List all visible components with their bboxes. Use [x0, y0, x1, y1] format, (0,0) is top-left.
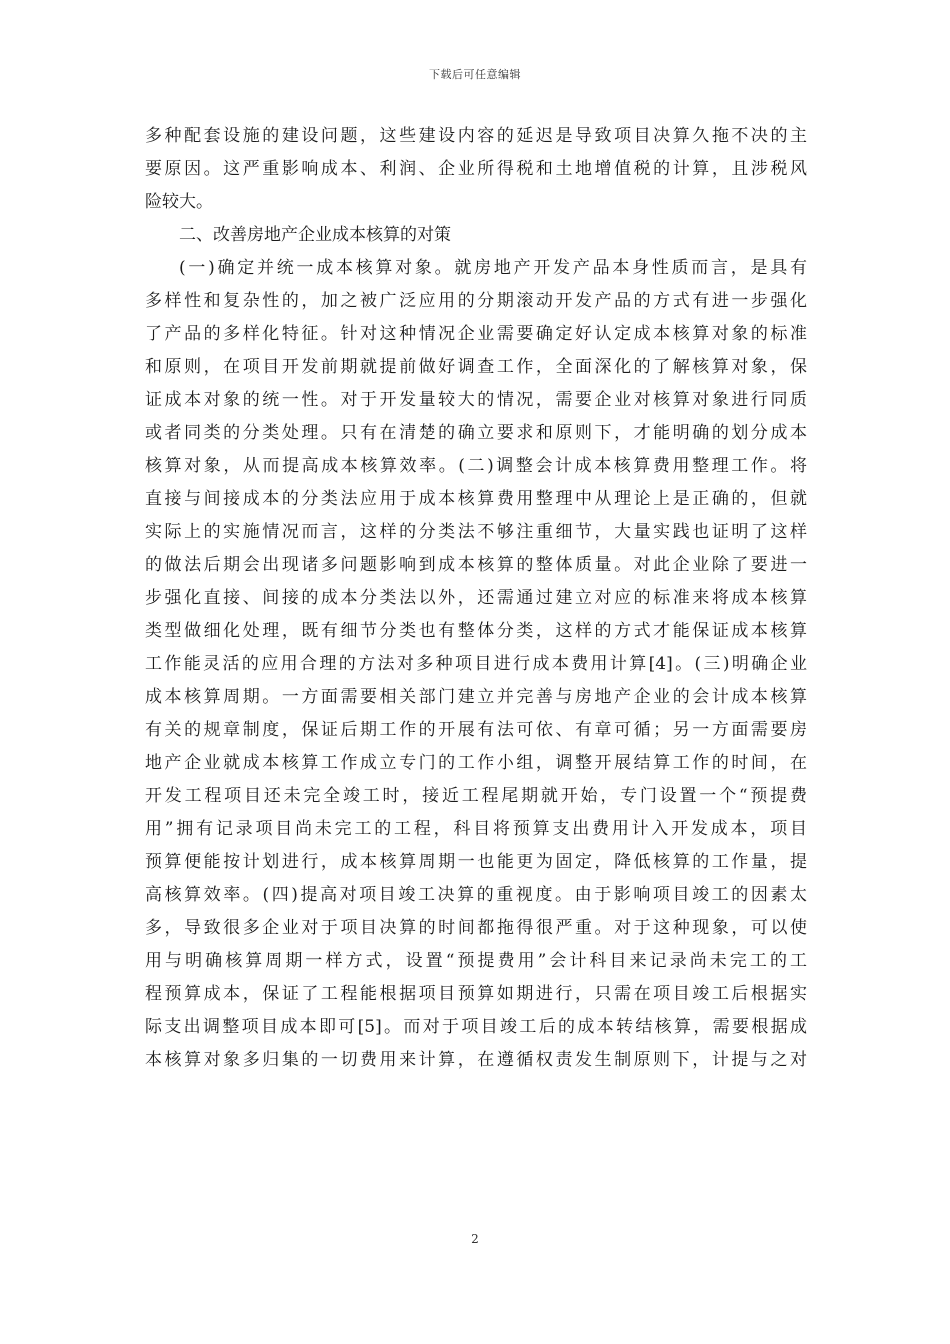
text-line: 际支出调整项目成本即可[5]。而对于项目竣工后的成本转结核算，需要根据成 — [145, 1017, 807, 1037]
text-line: 工作能灵活的应用合理的方法对多种项目进行成本费用计算[4]。(三)明确企业 — [145, 654, 807, 674]
text-line: 地产企业就成本核算工作成立专门的工作小组，调整开展结算工作的时间，在 — [145, 753, 807, 773]
text-line: 多样性和复杂性的，加之被广泛应用的分期滚动开发产品的方式有进一步强化 — [145, 291, 807, 311]
text-line: 类型做细化处理，既有细节分类也有整体分类，这样的方式才能保证成本核算 — [145, 621, 807, 641]
text-line: 了产品的多样化特征。针对这种情况企业需要确定好认定成本核算对象的标准 — [145, 324, 807, 344]
section-heading: 二、改善房地产企业成本核算的对策 — [179, 225, 451, 245]
text-line: 险较大。 — [145, 192, 213, 212]
text-line: 多，导致很多企业对于项目决算的时间都拖得很严重。对于这种现象，可以使 — [145, 918, 807, 938]
text-line: 用”拥有记录项目尚未完工的工程，科目将预算支出费用计入开发成本，项目 — [145, 819, 807, 839]
text-line: 高核算效率。(四)提高对项目竣工决算的重视度。由于影响项目竣工的因素太 — [145, 885, 807, 905]
text-line: 实际上的实施情况而言，这样的分类法不够注重细节，大量实践也证明了这样 — [145, 522, 807, 542]
text-line: 直接与间接成本的分类法应用于成本核算费用整理中从理论上是正确的，但就 — [145, 489, 807, 509]
text-line: 步强化直接、间接的成本分类法以外，还需通过建立对应的标准来将成本核算 — [145, 588, 807, 608]
text-line: (一)确定并统一成本核算对象。就房地产开发产品本身性质而言，是具有 — [179, 258, 807, 278]
page-header: 下载后可任意编辑 — [429, 68, 521, 81]
text-line: 或者同类的分类处理。只有在清楚的确立要求和原则下，才能明确的划分成本 — [145, 423, 807, 443]
text-line: 开发工程项目还未完全竣工时，接近工程尾期就开始，专门设置一个“预提费 — [145, 786, 807, 806]
text-line: 的做法后期会出现诸多问题影响到成本核算的整体质量。对此企业除了要进一 — [145, 555, 807, 575]
text-line: 程预算成本，保证了工程能根据项目预算如期进行，只需在项目竣工后根据实 — [145, 984, 807, 1004]
text-line: 证成本对象的统一性。对于开发量较大的情况，需要企业对核算对象进行同质 — [145, 390, 807, 410]
text-line: 多种配套设施的建设问题，这些建设内容的延迟是导致项目决算久拖不决的主 — [145, 126, 807, 146]
text-line: 用与明确核算周期一样方式，设置“预提费用”会计科目来记录尚未完工的工 — [145, 951, 807, 971]
text-line: 本核算对象多归集的一切费用来计算，在遵循权责发生制原则下，计提与之对 — [145, 1050, 807, 1070]
page-number: 2 — [471, 1232, 479, 1246]
text-line: 和原则，在项目开发前期就提前做好调查工作，全面深化的了解核算对象，保 — [145, 357, 807, 377]
text-line: 要原因。这严重影响成本、利润、企业所得税和土地增值税的计算，且涉税风 — [145, 159, 807, 179]
text-line: 成本核算周期。一方面需要相关部门建立并完善与房地产企业的会计成本核算 — [145, 687, 807, 707]
text-line: 预算便能按计划进行，成本核算周期一也能更为固定，降低核算的工作量，提 — [145, 852, 807, 872]
text-line: 核算对象，从而提高成本核算效率。(二)调整会计成本核算费用整理工作。将 — [145, 456, 807, 476]
body-text — [145, 120, 807, 1077]
text-line: 有关的规章制度，保证后期工作的开展有法可依、有章可循；另一方面需要房 — [145, 720, 807, 740]
